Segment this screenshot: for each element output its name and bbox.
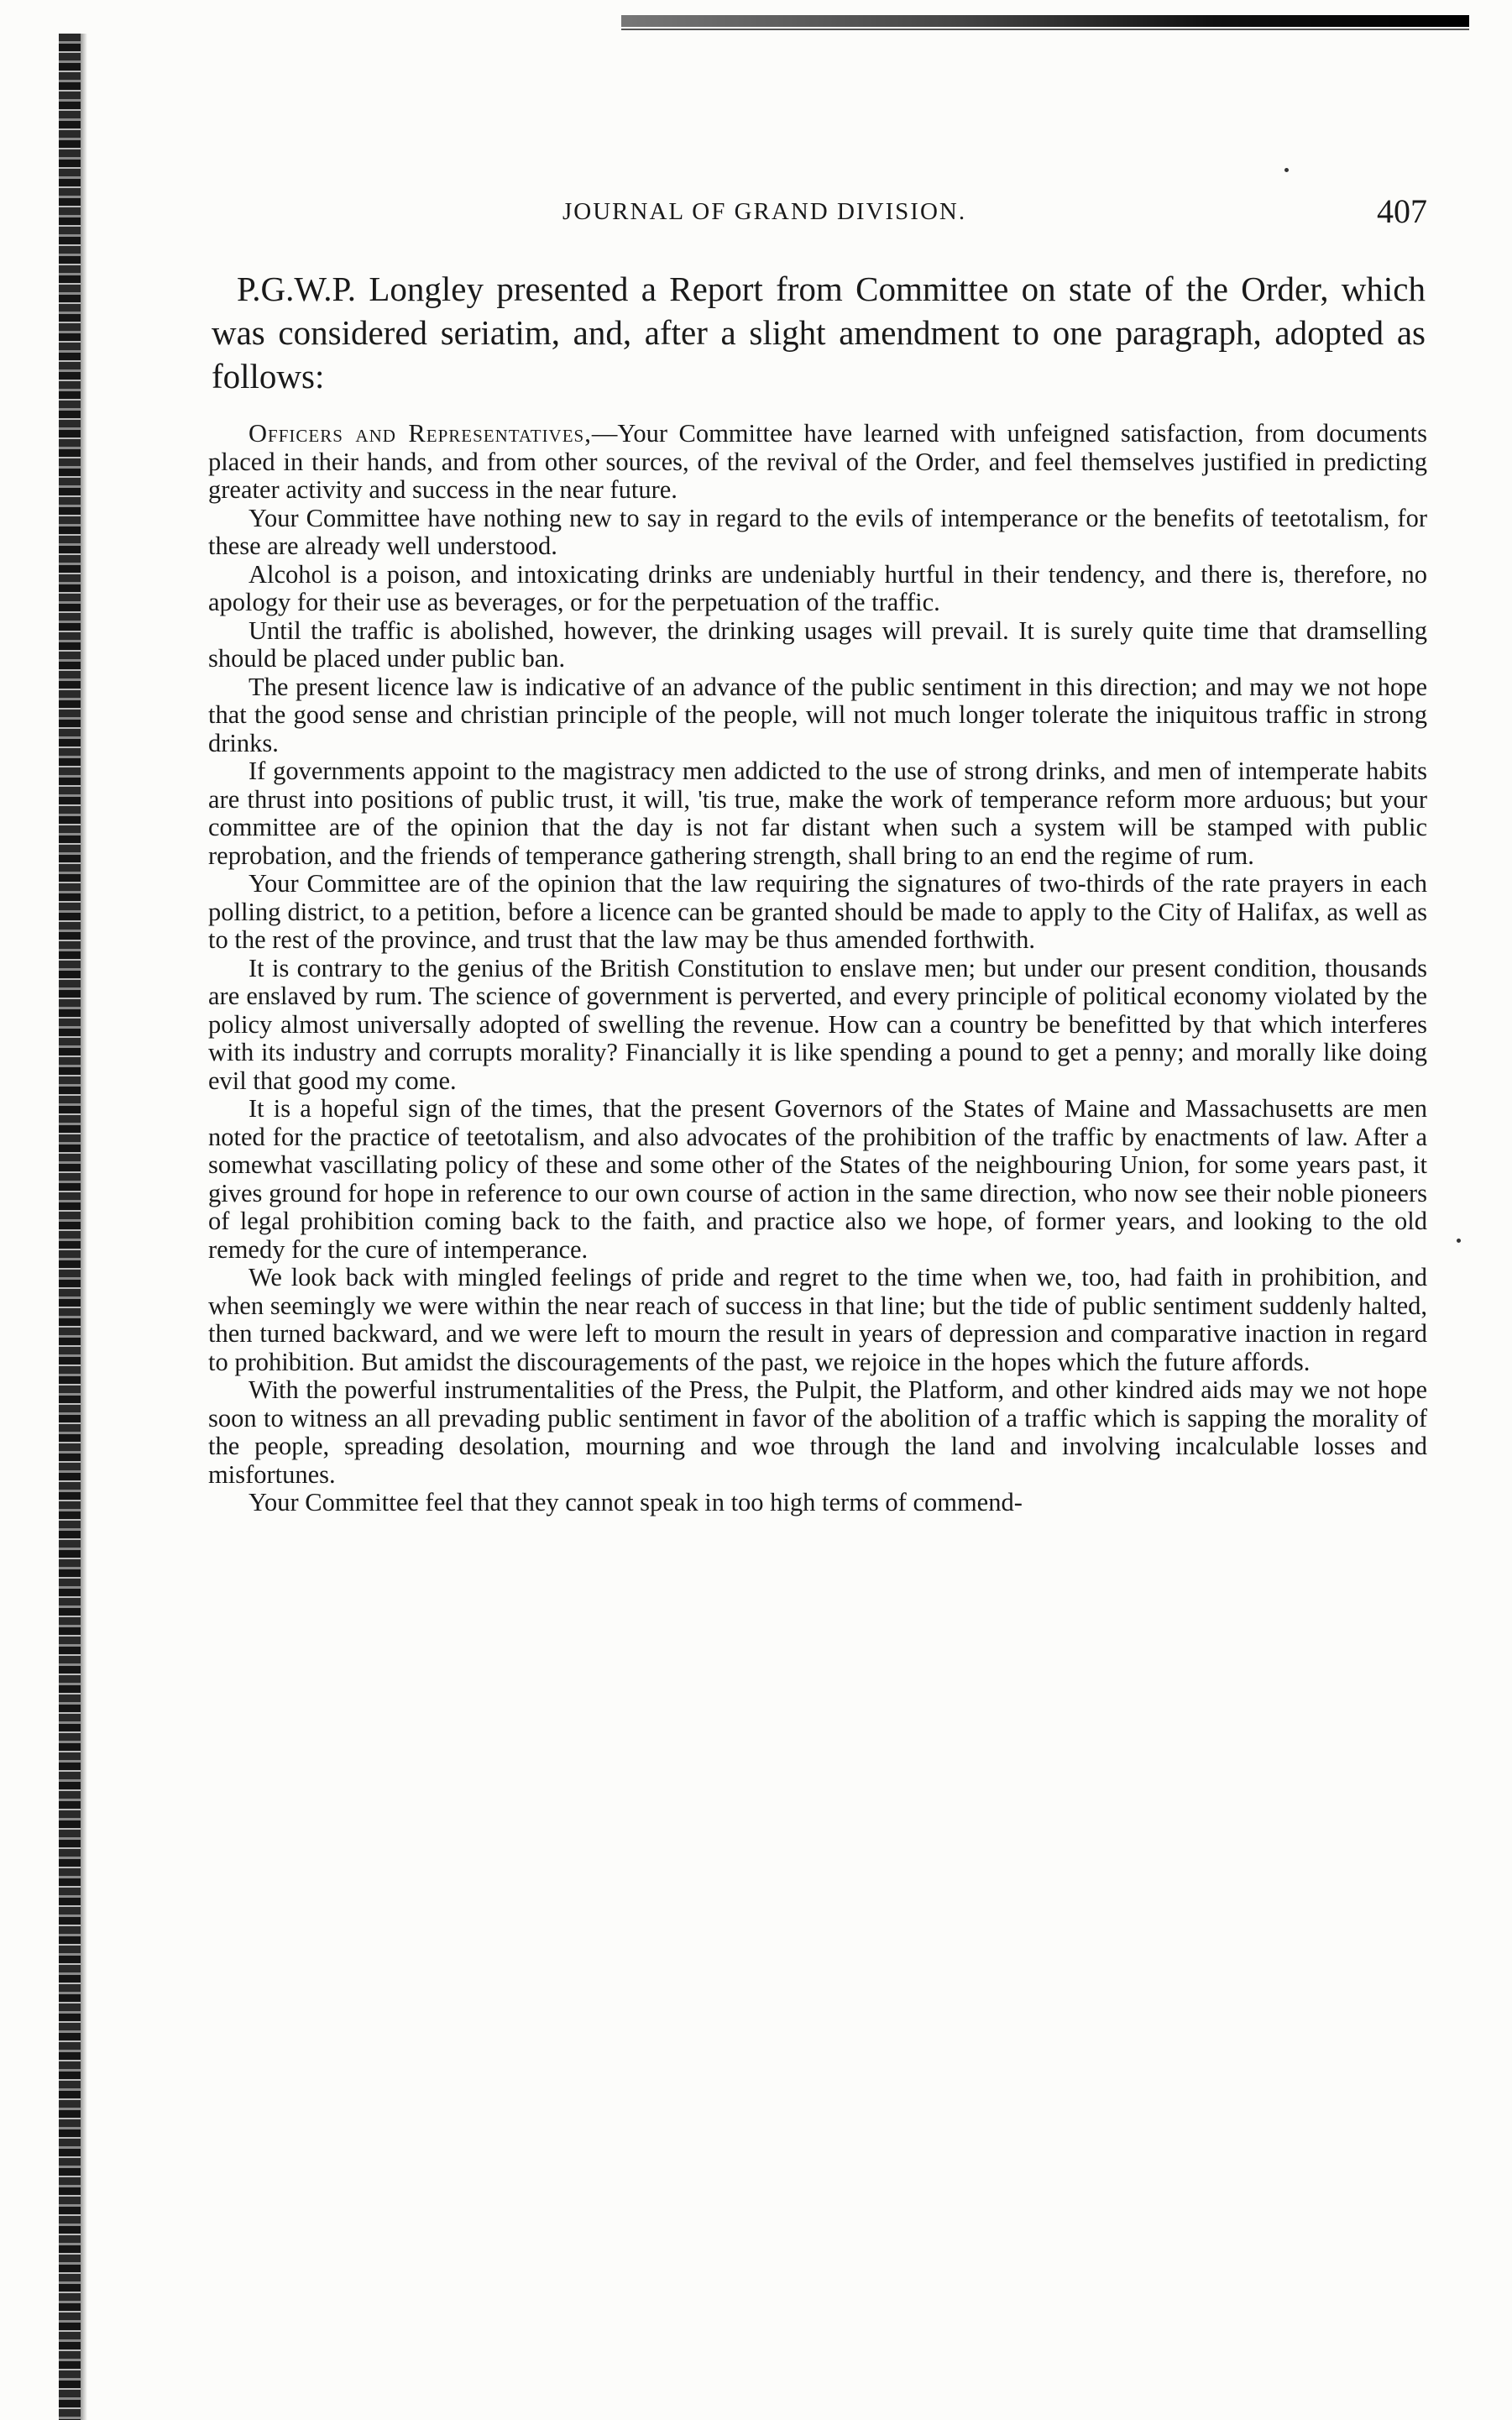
top-edge-hairline [621,29,1469,30]
report-paragraph: If governments appoint to the magistracy men addicted to the use of strong drinks, and men of intemperate habits are thrust into positions of public trust, it will, 'tis true, make the work of temperance reform more arduous; but your committee are of the opinion that the day is not far distant when such a system will be stamped with public reprobation, and the friends of temperance gathering strength, shall bring to an end the regime of rum. [208,757,1427,870]
report-paragraph: With the powerful instrumentalities of the Press, the Pulpit, the Platform, and other kindred aids may we not hope soon to witness an all prevading public sentiment in favor of the abolition of a traffic which is sapping the morality of the people, spreading desolation, mourning and woe through the land and involving incalculable losses and misfortunes. [208,1375,1427,1489]
report-paragraph [208,420,1427,505]
intro-paragraph [212,267,1426,398]
report-paragraph: Your Committee feel that they cannot speak in too high terms of commend- [249,1488,1023,1516]
top-edge-rule [621,15,1469,27]
intro-text: P.G.W.P. Longley presented a Report from Committee on state of the Order, which was considered seriatim, and, after a slight amendment to one paragraph, adopted as follows: [212,270,1426,395]
report-paragraph: The present licence law is indicative of an advance of the public sentiment in this direction; and may we not hope that the good sense and christian principle of the people, will not much longer tolerate the iniquitous traffic in strong drinks. [208,672,1427,757]
page-number: 407 [1377,192,1427,230]
report-paragraph: Until the traffic is abolished, however, the drinking usages will prevail. It is surely quite time that dramselling should be placed under public ban. [208,615,1427,673]
report-paragraph-text: —Your Committee have learned with unfeigned satisfaction, from documents placed in their hands, and from other sources, of the revival of the Order, and feel themselves justified in predicting greater activity and success in the near future. [208,419,1427,504]
binding-edge [59,34,81,2420]
report-paragraph: It is contrary to the genius of the British Constitution to enslave men; but under our present condition, thousands are enslaved by rum. The science of government is perverted, and every principle of political economy violated by the policy almost universally adopted of swelling the revenue. How can a country be benefitted by that which interferes with its industry and corrupts morality? Financially it is like spending a pound to get a penny; and morally like doing evil that good my come. [208,953,1427,1095]
report-paragraph: Your Committee are of the opinion that the law requiring the signatures of two-thirds of the rate prayers in each polling district, to a petition, before a licence can be granted should be made to apply to the City of Halifax, as well as to the rest of the province, and trust that the law may be thus amended forthwith. [208,869,1427,954]
report-body [208,420,1427,1517]
report-paragraph: Your Committee have nothing new to say in regard to the evils of intemperance or the benefits of teetotalism, for these are already well understood. [208,503,1427,560]
report-paragraph: Alcohol is a poison, and intoxicating drinks are undeniably hurtful in their tendency, and there is, therefore, no apology for their use as beverages, or for the perpetuation of the traffic. [208,559,1427,616]
running-head [210,191,1427,242]
report-paragraph: We look back with mingled feelings of pride and regret to the time when we, too, had faith in prohibition, and when seemingly we were within the near reach of success in that line; but the tide of public sentiment suddenly halted, then turned backward, and we were left to mourn the result in years of depression and comparative inaction in regard to prohibition. But amidst the discouragements of the past, we rejoice in the hopes which the future affords. [208,1263,1427,1376]
scan-speck [1457,1239,1461,1243]
report-paragraph: It is a hopeful sign of the times, that the present Governors of the States of Maine and Massachusetts are men noted for the practice of teetotalism, and also advocates of the prohibition of the traffic by enactments of law. After a somewhat vascillating policy of these and some other of the States of the neighbouring Union, for some years past, it gives ground for hope in reference to our own course of action in the same direction, who now see their noble pioneers of legal prohibition coming back to the faith, and practice also we hope, of former years, and looking to the old remedy for the cure of intemperance. [208,1094,1427,1264]
scan-speck [1284,168,1289,172]
binding-shadow [81,34,87,2420]
running-title: JOURNAL OF GRAND DIVISION. [562,198,967,225]
report-heading: Officers and Representatives, [249,419,592,448]
